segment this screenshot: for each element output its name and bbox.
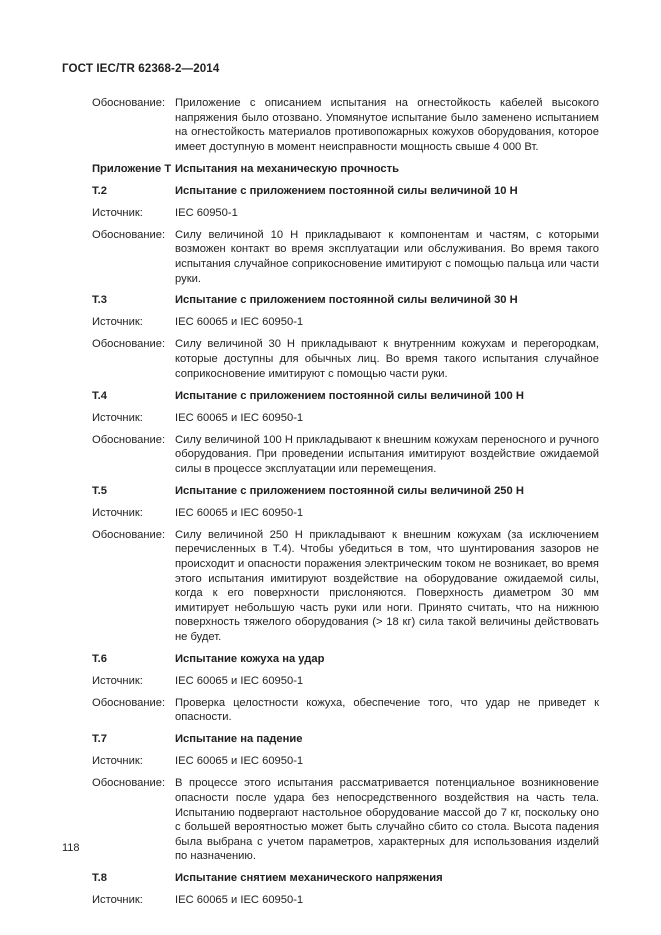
section-title: Испытание с приложением постоянной силы величиной 10 Н [175,184,518,197]
rationale-text: Силу величиной 100 Н прикладывают к внешним кожухам переносного и ручного оборудования. При проведении испытания имитируют воздействие ожидаемой силы в процессе эксплуатации или перемещения. [175,433,599,475]
section-title: Испытание снятием механического напряжения [175,872,443,885]
intro-rationale [0,96,661,154]
appendix-label: Приложение Т [92,162,172,175]
source-text: IEC 60065 и IEC 60950-1 [175,506,304,519]
rationale-text: Силу величиной 250 Н прикладывают к внешним кожухам (за исключением перечисленных в Т.4). Чтобы убедиться в том, что шунтирования зазоров не происходит и опасности поражения электрическим током не возникает, во время этого испытания имитируют воздействие на оборудование ожидаемой силы, когда к его поверхности прислоняются. Поверхность диаметром 30 мм имитирует небольшую часть руки или ноги. Принято считать, что на нижнюю поверхность тяжелого оборудования (> 18 кг) сила такой величины действовать не будет. [175,528,599,643]
page-content [0,96,661,915]
source-row-t8 [0,893,661,908]
rationale-row-t6 [0,696,661,725]
section-number: T.6 [92,652,107,665]
section-title: Испытание на падение [175,733,303,746]
section-title: Испытание с приложением постоянной силы величиной 100 Н [175,389,524,402]
rationale-row-t5 [0,528,661,645]
section-title: Испытание кожуха на удар [175,652,325,665]
rationale-label: Обоснование: [92,696,166,709]
section-number: T.2 [92,184,107,197]
source-row-t2 [0,206,661,221]
source-text: IEC 60950-1 [175,206,238,219]
source-label: Источник: [92,206,143,219]
source-label: Источник: [92,894,143,907]
rationale-label: Обоснование: [92,228,166,241]
source-label: Источник: [92,506,143,519]
source-row-t5 [0,506,661,521]
section-number: T.7 [92,733,107,746]
rationale-label: Обоснование: [92,528,166,541]
section-heading-t3 [0,293,661,308]
rationale-text: Проверка целостности кожуха, обеспечение того, что удар не приведет к опасности. [175,696,599,724]
section-number: T.8 [92,872,107,885]
rationale-row-t4 [0,433,661,477]
source-row-t4 [0,411,661,426]
document-header: ГОСТ IEC/TR 62368-2—2014 [62,62,220,75]
rationale-label: Обоснование: [92,777,166,790]
rationale-row-t7 [0,776,661,864]
rationale-label: Обоснование: [92,338,166,351]
source-label: Источник: [92,674,143,687]
section-heading-t6 [0,652,661,667]
section-heading-t2 [0,184,661,199]
source-label: Источник: [92,316,143,329]
source-text: IEC 60065 и IEC 60950-1 [175,894,304,907]
rationale-text: В процессе этого испытания рассматривается потенциальное возникновение опасности после удара без непосредственного воздействия на часть тела. Испытанию подвергают настольное оборудование массой до 7 кг, поскольку оно с большей вероятностью может быть случайно сбито со стола. Высота падения была выбрана с учетом параметров, характерных для использования изделий по назначению. [175,777,599,863]
rationale-row-t3 [0,337,661,381]
page-number: 118 [62,842,80,854]
rationale-text: Силу величиной 10 Н прикладывают к компонентам и частям, с которыми возможен контакт во время эксплуатации или обслуживания. Во время такого испытания случайное соприкосновение имитируют с помощью пальца или части руки. [175,228,599,285]
section-number: T.5 [92,484,107,497]
source-row-t6 [0,674,661,689]
section-heading-t8 [0,871,661,886]
appendix-title: Испытания на механическую прочность [175,162,400,175]
section-heading-t4 [0,389,661,404]
source-text: IEC 60065 и IEC 60950-1 [175,755,304,768]
source-row-t7 [0,754,661,769]
source-row-t3 [0,315,661,330]
section-number: T.3 [92,294,107,307]
section-heading-t5 [0,484,661,499]
rationale-label: Обоснование: [92,97,166,109]
source-text: IEC 60065 и IEC 60950-1 [175,316,304,329]
appendix-heading [0,162,661,177]
section-title: Испытание с приложением постоянной силы величиной 250 Н [175,484,524,497]
rationale-text: Силу величиной 30 Н прикладывают к внутренним кожухам и перегородкам, которые доступны для обычных лиц. Во время такого испытания случайное соприкосновение имитируют с помощью части руки. [175,338,599,380]
section-number: T.4 [92,389,107,402]
source-label: Источник: [92,411,143,424]
source-text: IEC 60065 и IEC 60950-1 [175,411,304,424]
source-label: Источник: [92,755,143,768]
rationale-row-t2 [0,228,661,286]
section-heading-t7 [0,732,661,747]
rationale-label: Обоснование: [92,433,166,446]
source-text: IEC 60065 и IEC 60950-1 [175,674,304,687]
section-title: Испытание с приложением постоянной силы величиной 30 Н [175,294,518,307]
rationale-text: Приложение с описанием испытания на огнестойкость кабелей высокого напряжения было отозвано. Упомянутое испытание было заменено испытанием на огнестойкость материалов противопожарных кожухов оборудования, которое имеет доступную в момент неисправности мощность свыше 4 000 Вт. [175,97,599,153]
